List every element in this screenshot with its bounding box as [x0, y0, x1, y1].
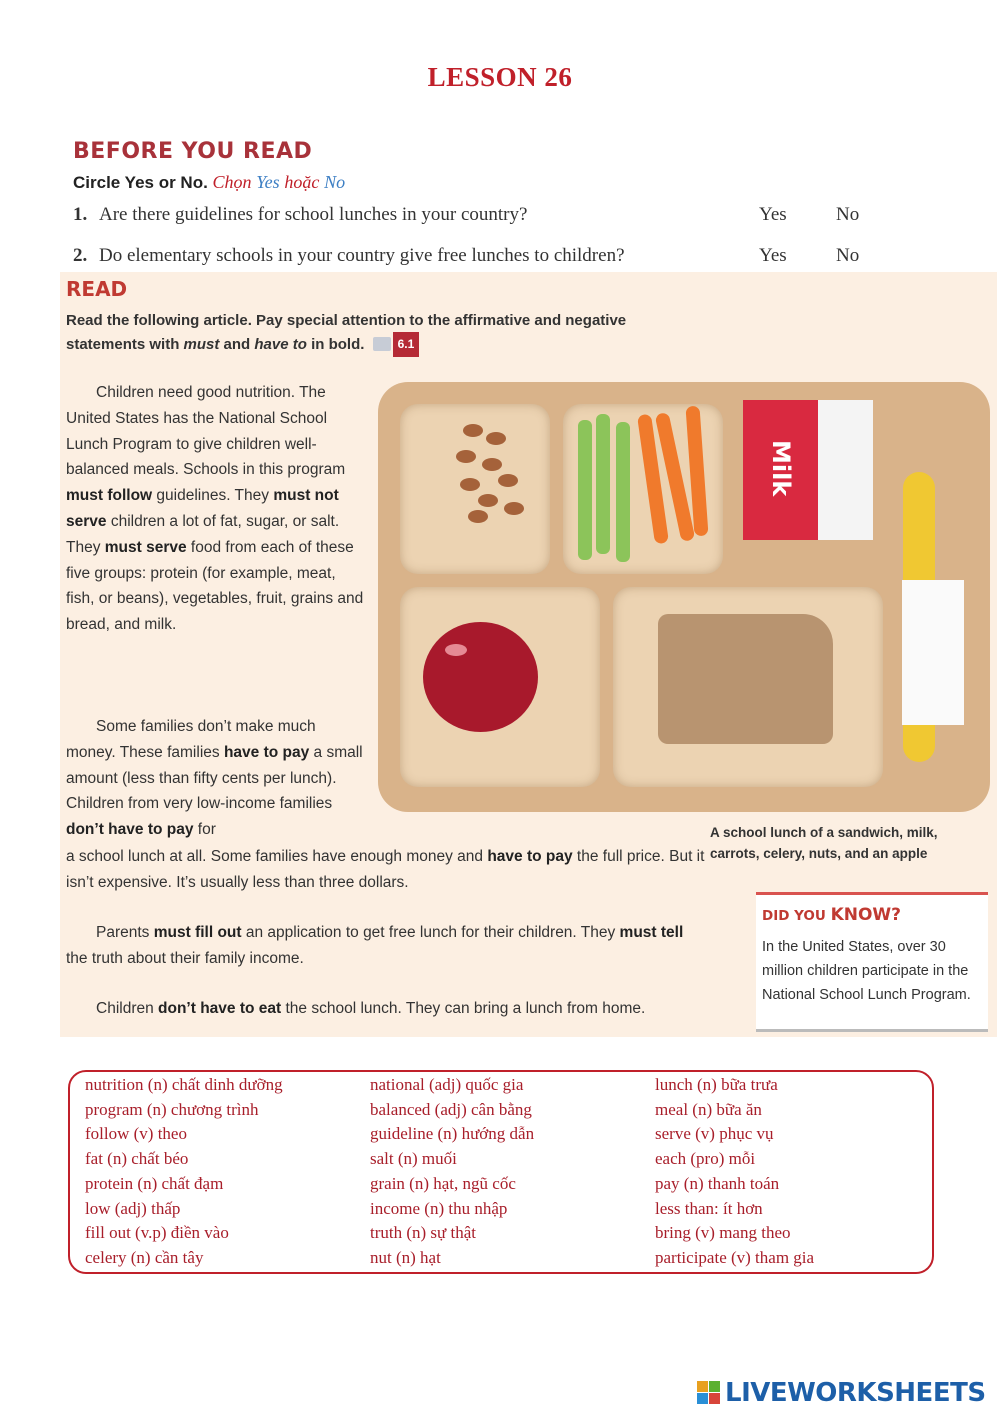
vocab-item: bring (v) mang theo — [655, 1223, 791, 1242]
vocab-item: balanced (adj) cân bằng — [370, 1100, 532, 1119]
did-you-know-text: In the United States, over 30 million children participate in the National School Lunch Program. — [762, 939, 971, 1003]
read-heading: READ — [66, 277, 128, 301]
celery-stick-icon — [616, 422, 630, 562]
vocab-item: salt (n) muối — [370, 1149, 457, 1168]
vocab-item: participate (v) tham gia — [655, 1248, 815, 1267]
article-paragraph-4: Children don’t have to eat the school lunch. They can bring a lunch from home. — [96, 1000, 646, 1017]
question-number: 2. — [73, 245, 88, 266]
read-instruction-and: and — [223, 336, 251, 353]
before-you-read-heading: BEFORE YOU READ — [73, 139, 313, 164]
vocab-item: guideline (n) hướng dẫn — [370, 1124, 535, 1143]
no-option[interactable]: No — [836, 204, 860, 225]
vocab-item: serve (v) phục vụ — [655, 1124, 774, 1143]
almond-icon — [463, 424, 483, 437]
instruction-vi-no: No — [324, 172, 346, 192]
vocab-item: truth (n) sự thật — [370, 1223, 477, 1242]
question-number: 1. — [73, 204, 88, 225]
milk-label: Milk — [767, 440, 795, 497]
instruction-en: Circle Yes or No. — [73, 173, 208, 192]
vocab-item: nut (n) hạt — [370, 1248, 441, 1267]
yes-option[interactable]: Yes — [759, 245, 787, 266]
vocab-item: pay (n) thanh toán — [655, 1174, 780, 1193]
vocab-item: income (n) thu nhập — [370, 1199, 508, 1218]
apple-icon — [423, 622, 538, 732]
almond-icon — [478, 494, 498, 507]
almond-icon — [456, 450, 476, 463]
vocabulary-box — [68, 1070, 934, 1274]
question-text: Are there guidelines for school lunches in your country? — [99, 204, 528, 225]
lunch-tray-photo — [378, 382, 990, 812]
liveworksheets-logo[interactable] — [697, 1378, 997, 1408]
question-1 — [73, 204, 953, 226]
before-you-read-instruction — [73, 172, 345, 193]
article-paragraph-3: Parents must fill out an application to get free lunch for their children. They must tell the truth about their family income. — [66, 924, 684, 967]
instruction-vi-chon: Chọn — [212, 172, 252, 192]
liveworksheets-logo-text: LIVEWORKSHEETS — [725, 1378, 986, 1408]
question-text: Do elementary schools in your country give free lunches to children? — [99, 245, 625, 266]
question-2 — [73, 245, 953, 267]
did-you-know-box — [756, 892, 988, 1032]
did-you-know-title: DID YOU KNOW? — [762, 905, 902, 925]
liveworksheets-logo-icon — [697, 1381, 721, 1405]
almond-icon — [482, 458, 502, 471]
vocab-item: fat (n) chất béo — [85, 1149, 189, 1168]
sandwich-icon — [658, 614, 833, 744]
instruction-vi-yes: Yes — [256, 172, 280, 192]
read-instruction-text: Read the following article. Pay special attention to the affirmative and negative statements with — [66, 312, 627, 353]
almond-icon — [486, 432, 506, 445]
read-instruction — [66, 309, 686, 357]
celery-stick-icon — [596, 414, 610, 554]
article-paragraph-2: Some families don’t make much money. These families have to pay a small amount (less than fifty cents per lunch). Children from very low-income families don’t have to pay for — [66, 718, 363, 839]
article-paragraph-2-continued: a school lunch at all. Some families have enough money and have to pay the full price. But it isn’t expensive. It’s usually less than three dollars. — [66, 848, 705, 891]
vocab-item: program (n) chương trình — [85, 1100, 259, 1119]
milk-carton — [743, 400, 873, 540]
almond-icon — [460, 478, 480, 491]
photo-caption: A school lunch of a sandwich, milk, carrots, celery, nuts, and an apple — [710, 825, 938, 861]
lesson-title: LESSON 26 — [427, 62, 573, 92]
grammar-reference-badge[interactable]: 6.1 — [393, 332, 420, 357]
read-section — [60, 272, 997, 1037]
read-instruction-have-to: have to — [254, 336, 307, 353]
vocab-item: lunch (n) bữa trưa — [655, 1075, 778, 1094]
vocab-item: follow (v) theo — [85, 1124, 187, 1143]
no-option[interactable]: No — [836, 245, 860, 266]
vocab-item: celery (n) cần tây — [85, 1248, 204, 1267]
almond-icon — [504, 502, 524, 515]
vocab-item: nutrition (n) chất dinh dưỡng — [85, 1075, 283, 1094]
vocab-item: each (pro) mỗi — [655, 1149, 756, 1168]
celery-stick-icon — [578, 420, 592, 560]
vocab-item: fill out (v.p) điền vào — [85, 1223, 229, 1242]
vocab-item: protein (n) chất đạm — [85, 1174, 224, 1193]
yes-option[interactable]: Yes — [759, 204, 787, 225]
vocab-item: less than: ít hơn — [655, 1199, 763, 1218]
napkin-icon — [902, 580, 964, 725]
almond-icon — [498, 474, 518, 487]
instruction-vi-hoac: hoặc — [284, 172, 320, 192]
vocab-item: national (adj) quốc gia — [370, 1075, 524, 1094]
vocab-item: low (adj) thấp — [85, 1199, 181, 1218]
almond-icon — [468, 510, 488, 523]
article-paragraph-1: Children need good nutrition. The United States has the National School Lunch Program to give children well-balanced meals. Schools in this program must follow guidelines. They must not serve children a lot of fat, sugar, or salt. They must serve food from each of these five groups: protein (for example, meat, fish, or beans), vegetables, fruit, grains and bread, and milk. — [66, 384, 364, 634]
book-reference-icon — [373, 337, 391, 351]
vocab-item: grain (n) hạt, ngũ cốc — [370, 1174, 516, 1193]
vocab-item: meal (n) bữa ăn — [655, 1100, 762, 1119]
read-instruction-must: must — [183, 336, 220, 353]
read-instruction-end: in bold. — [311, 336, 365, 353]
